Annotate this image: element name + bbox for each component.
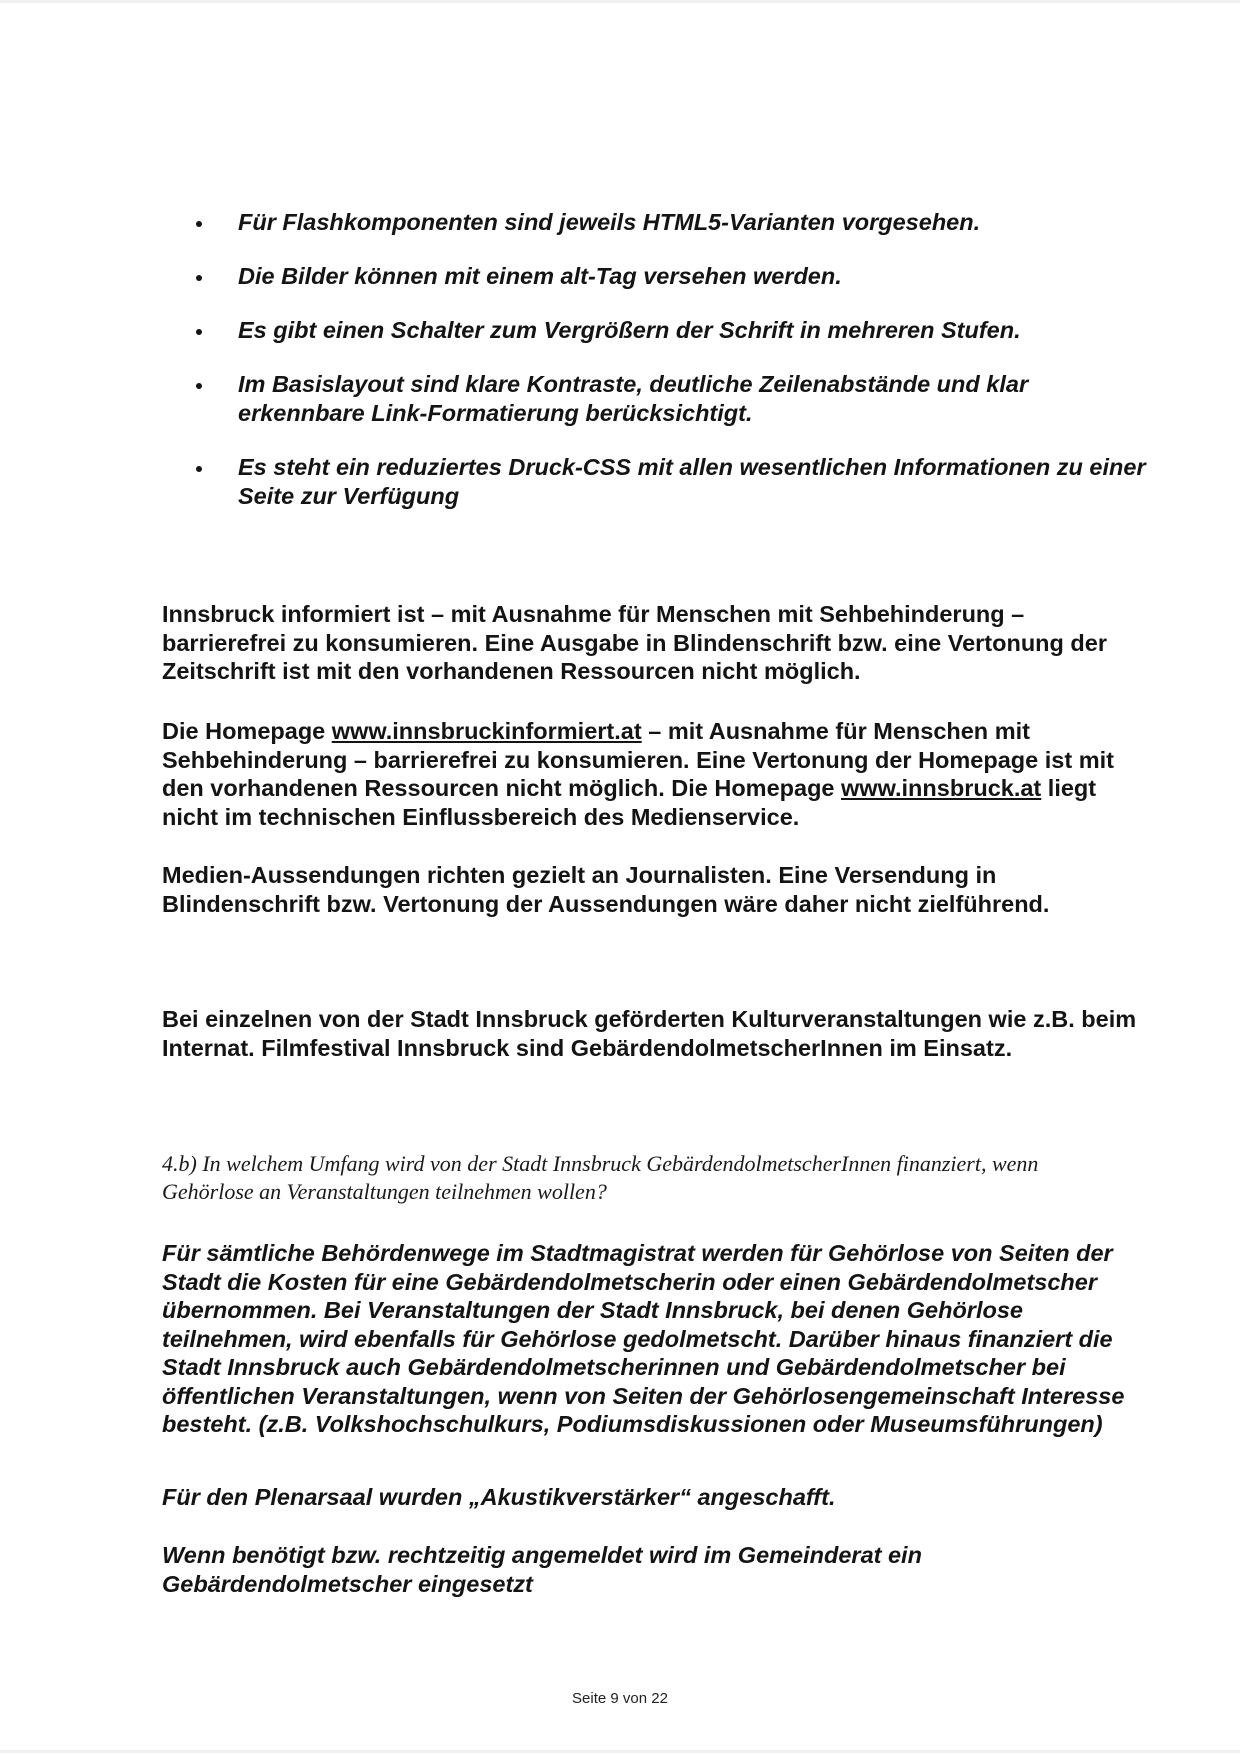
page-number-footer: Seite 9 von 22 [572, 1690, 668, 1707]
bullet-text: Die Bilder können mit einem alt-Tag versehen werden. [238, 263, 842, 289]
bullet-item [196, 262, 1156, 291]
answer-paragraph-gemeinderat: Wenn benötigt bzw. rechtzeitig angemeldet wird im Gemeinderat ein Gebärdendolmetscher eingesetzt [162, 1542, 922, 1597]
bullet-text: Es gibt einen Schalter zum Vergrößern der Schrift in mehreren Stufen. [238, 317, 1021, 343]
feature-bullet-list [196, 208, 1156, 536]
bullet-text: Für Flashkomponenten sind jeweils HTML5-Varianten vorgesehen. [238, 209, 981, 235]
question-4b: 4.b) In welchem Umfang wird von der Stadt Innsbruck GebärdendolmetscherInnen finanziert, wenn Gehörlose an Veranstaltungen teilnehmen wollen? [162, 1151, 1039, 1204]
bullet-item [196, 208, 1156, 237]
answer-paragraph-plenarsaal: Für den Plenarsaal wurden „Akustikverstärker“ angeschafft. [162, 1484, 836, 1510]
bullet-icon [196, 221, 202, 227]
bullet-text: Im Basislayout sind klare Kontraste, deutliche Zeilenabstände und klar erkennbare Link-Formatierung berücksichtigt. [238, 371, 1029, 426]
scan-edge-bottom [0, 1750, 1240, 1753]
bullet-icon [196, 466, 202, 472]
bullet-text: Es steht ein reduziertes Druck-CSS mit allen wesentlichen Informationen zu einer Seite zur Verfügung [238, 454, 1146, 509]
paragraph-sign-language-events: Bei einzelnen von der Stadt Innsbruck geförderten Kulturveranstaltungen wie z.B. beim Internat. Filmfestival Innsbruck sind GebärdendolmetscherInnen im Einsatz. [162, 1006, 1137, 1061]
scan-edge-top [0, 0, 1240, 3]
bullet-item [196, 453, 1156, 511]
paragraph-media-releases: Medien-Aussendungen richten gezielt an Journalisten. Eine Versendung in Blindenschrift bzw. Vertonung der Aussendungen wäre daher nicht zielführend. [162, 862, 1050, 917]
innsbruck-link[interactable]: www.innsbruck.at [841, 775, 1042, 801]
bullet-icon [196, 275, 202, 281]
innsbruckinformiert-link[interactable]: www.innsbruckinformiert.at [331, 718, 642, 744]
paragraph-homepage-accessibility: Die Homepage www.innsbruckinformiert.at – mit Ausnahme für Menschen mit Sehbehinderung – barrierefrei zu konsumieren. Eine Vertonung der Homepage ist mit den vorhandenen Ressourcen nicht möglich. Die Homepage www.innsbruck.at liegt nicht im technischen Einflussbereich des Medienservice. [162, 718, 1114, 830]
answer-paragraph-financing: Für sämtliche Behördenwege im Stadtmagistrat werden für Gehörlose von Seiten der Stadt die Kosten für eine Gebärdendolmetscherin oder einen Gebärdendolmetscher übernommen. Bei Veranstaltungen der Stadt Innsbruck, bei denen Gehörlose teilnehmen, wird ebenfalls für Gehörlose gedolmetscht. Darüber hinaus finanziert die Stadt Innsbruck auch Gebärdendolmetscherinnen und Gebärdendolmetscher bei öffentlichen Veranstaltungen, wenn von Seiten der Gehörlosengemeinschaft Interesse besteht. (z.B. Volkshochschulkurs, Podiumsdiskussionen oder Museumsführungen) [162, 1240, 1125, 1437]
bullet-item [196, 316, 1156, 345]
bullet-icon [196, 383, 202, 389]
paragraph-magazine-accessibility: Innsbruck informiert ist – mit Ausnahme für Menschen mit Sehbehinderung – barrierefrei zu konsumieren. Eine Ausgabe in Blindenschrift bzw. eine Vertonung der Zeitschrift ist mit den vorhandenen Ressourcen nicht möglich. [162, 601, 1107, 684]
bullet-icon [196, 329, 202, 335]
bullet-item [196, 370, 1156, 428]
